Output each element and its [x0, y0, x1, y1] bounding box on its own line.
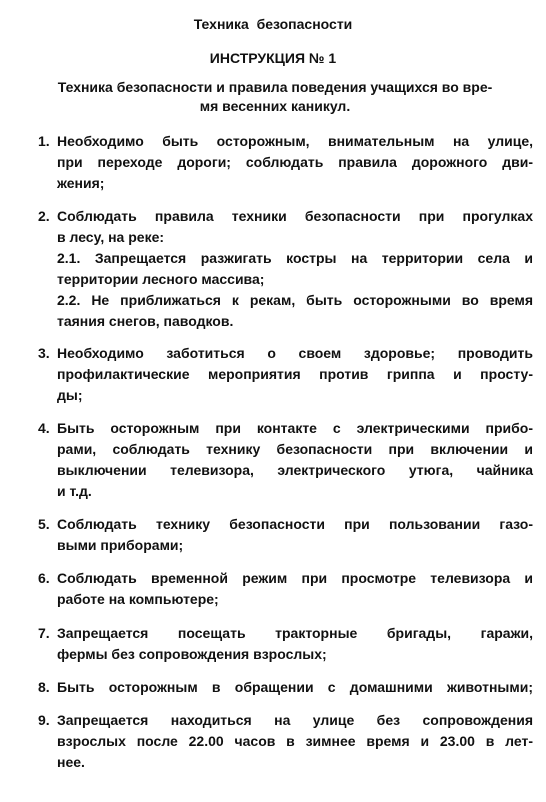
list-item-text — [57, 343, 533, 406]
text-line: жения; — [57, 175, 105, 191]
text-line: Необходимо быть осторожным, внимательным на улице, — [57, 133, 533, 149]
text-line: Соблюдать технику безопасности при пользовании газо- — [57, 516, 533, 532]
text-line: Необходимо заботиться о своем здоровье; проводить — [57, 345, 533, 361]
text-line: Соблюдать временной режим при просмотре телевизора и — [57, 570, 533, 586]
list-item-number: 5. — [38, 516, 50, 532]
text-line: в лесу, на реке: — [57, 229, 165, 245]
text-line: профилактические мероприятия против гриппа и просту- — [57, 366, 533, 382]
instruction-number: ИНСТРУКЦИЯ № 1 — [209, 50, 337, 66]
list-item-number: 7. — [38, 625, 50, 641]
text-line: работе на компьютере; — [57, 591, 219, 607]
text-line: ды; — [57, 387, 83, 403]
text-line: выми приборами; — [57, 537, 184, 553]
text-line: 2.2. Не приближаться к рекам, быть осторожными во время — [57, 292, 533, 308]
text-line: Запрещается посещать тракторные бригады, гаражи, — [57, 625, 533, 641]
list-item-number: 8. — [38, 679, 50, 695]
text-line: таяния снегов, паводков. — [57, 313, 234, 329]
list-item-number: 6. — [38, 570, 50, 586]
text-line: взрослых после 22.00 часов в зимнее время и 23.00 в лет- — [57, 733, 533, 749]
list-item-text — [57, 131, 533, 194]
text-line: 2.1. Запрещается разжигать костры на территории села и — [57, 250, 533, 266]
list-item-number: 4. — [38, 420, 50, 436]
text-line: Запрещается находиться на улице без сопровождения — [57, 712, 533, 728]
text-line: выключении телевизора, электрического утюга, чайника — [57, 462, 533, 478]
text-line: Быть осторожным в обращении с домашними животными; — [57, 679, 533, 695]
page-title: Техника безопасности — [193, 16, 353, 32]
text-line: территории лесного массива; — [57, 271, 265, 287]
list-item-number: 9. — [38, 712, 50, 728]
list-item-text — [57, 677, 533, 698]
text-line: фермы без сопровождения взрослых; — [57, 646, 327, 662]
list-item-text — [57, 206, 533, 332]
text-line: нее. — [57, 754, 85, 770]
list-item-text — [57, 418, 533, 502]
list-item-number: 1. — [38, 133, 50, 149]
text-line: Соблюдать правила техники безопасности при прогулках — [57, 208, 533, 224]
text-line: рами, соблюдать технику безопасности при включении и — [57, 441, 533, 457]
list-item-text — [57, 514, 533, 556]
text-line: Быть осторожным при контакте с электрическими прибо- — [57, 420, 533, 436]
text-line: при переходе дороги; соблюдать правила дорожного дви- — [57, 154, 533, 170]
instruction-subtitle — [20, 78, 530, 116]
subtitle-line: мя весенних каникул. — [199, 98, 351, 114]
list-item-text — [57, 710, 533, 773]
text-line: и т.д. — [57, 483, 92, 499]
list-item-number: 3. — [38, 345, 50, 361]
list-item-number: 2. — [38, 208, 50, 224]
list-item-text — [57, 568, 533, 610]
list-item-text — [57, 623, 533, 665]
subtitle-line: Техника безопасности и правила поведения учащихся во вре- — [57, 79, 493, 95]
